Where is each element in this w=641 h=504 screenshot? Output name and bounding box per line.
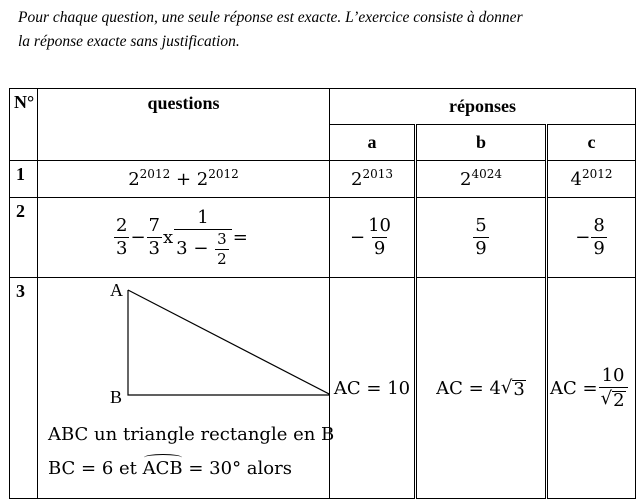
choice-b-header: b	[416, 125, 547, 161]
answer-1a: $2^{2013}$	[330, 161, 416, 198]
header-questions: questions	[38, 89, 330, 161]
table-row	[10, 278, 636, 499]
vertex-b-label: B	[110, 387, 123, 407]
instructions	[18, 6, 523, 54]
table-row	[10, 161, 636, 198]
answer-2a: − $\frac{10}{9}$	[330, 198, 416, 278]
answer-2c: − $\frac{8}{9}$	[547, 198, 636, 278]
header-row	[10, 89, 636, 125]
answer-3a: AC = 10	[330, 278, 416, 499]
choice-c-header: c	[547, 125, 636, 161]
quiz-table	[9, 88, 636, 499]
triangle-abc	[128, 290, 330, 395]
answer-3b: AC = 4 √ 3	[416, 278, 547, 499]
header-number: N°	[10, 89, 38, 161]
vertex-a-label: A	[110, 280, 123, 300]
row-number: 1	[10, 161, 38, 198]
answer-3c: AC = 10 √ 2	[547, 278, 636, 499]
question-3-line-1: ABC un triangle rectangle en B	[48, 424, 335, 445]
row-number: 2	[10, 198, 38, 278]
header-answers: réponses	[330, 89, 636, 125]
choice-a-header: a	[330, 125, 416, 161]
table-row	[10, 198, 636, 278]
answer-1b: $2^{4024}$	[416, 161, 547, 198]
instructions-line-1: Pour chaque question, une seule réponse est exacte. L’exercice consiste à donner	[18, 9, 523, 26]
question-3	[38, 278, 335, 499]
answer-1c: $4^{2012}$	[547, 161, 636, 198]
angle-acb: ACB	[142, 458, 183, 479]
question-1: $2^{2012} + 2^{2012}$	[38, 161, 330, 198]
question-2: $\frac{2}{3}$ − $\frac{7}{3}$ x 1 3 − $\frac{3}{2}$ =	[38, 198, 330, 278]
answer-2b: $\frac{5}{9}$	[416, 198, 547, 278]
question-3-line-2: BC = 6 et ACB = 30° alors	[48, 458, 292, 479]
instructions-line-2: la réponse exacte sans justification.	[18, 33, 240, 50]
row-number: 3	[10, 278, 38, 499]
